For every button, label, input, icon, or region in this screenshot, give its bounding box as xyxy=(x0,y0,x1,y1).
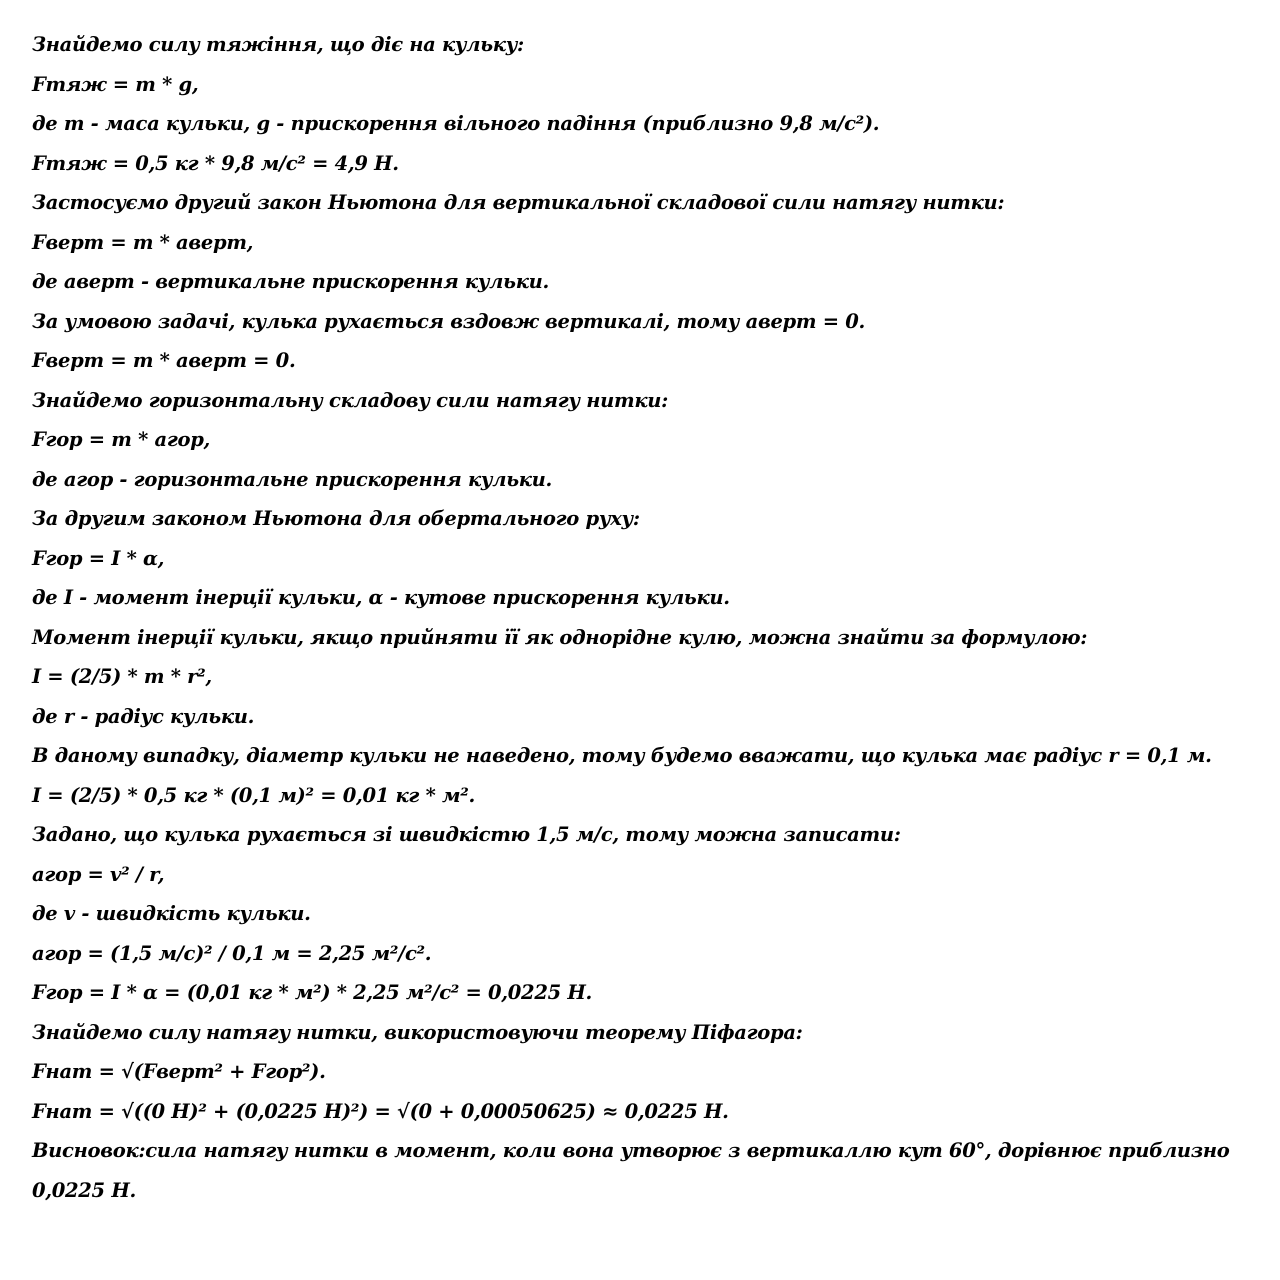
text-line: Fтяж = m * g, xyxy=(32,72,199,96)
text-line: Fгор = I * α, xyxy=(32,546,165,570)
text-line: де агор - горизонтальне прискорення кульки. xyxy=(32,467,553,491)
text-line: Fгор = I * α = (0,01 кг * м²) * 2,25 м²/с² = 0,0225 Н. xyxy=(32,981,592,1004)
text-line: Задано, що кулька рухається зі швидкістю 1,5 м/с, тому можна записати: xyxy=(32,823,901,846)
text-line: де v - швидкість кульки. xyxy=(32,902,311,925)
text-line: За другим законом Ньютона для обертального руху: xyxy=(32,507,640,530)
text-line: Fнат = √(Fверт² + Fгор²). xyxy=(32,1060,326,1083)
text-line: Fверт = m * аверт = 0. xyxy=(32,349,296,372)
text-line: Fнат = √((0 Н)² + (0,0225 Н)²) = √(0 + 0,00050625) ≈ 0,0225 Н. xyxy=(32,1099,729,1123)
text-line: Fгор = m * агор, xyxy=(32,428,211,451)
text-line: 0,0225 Н. xyxy=(32,1178,136,1202)
text-line: Знайдемо силу натягу нитки, використовуючи теорему Піфагора: xyxy=(32,1020,803,1044)
text-line: Момент інерції кульки, якщо прийняти її як однорідне кулю, можна знайти за формулою: xyxy=(32,625,1088,649)
text-line: Fтяж = 0,5 кг * 9,8 м/с² = 4,9 Н. xyxy=(32,151,399,175)
text-line: Висновок:сила натягу нитки в момент, коли вона утворює з вертикаллю кут 60°, дорівнює приблизно xyxy=(32,1139,1230,1162)
text-line: I = (2/5) * 0,5 кг * (0,1 м)² = 0,01 кг * м². xyxy=(32,783,475,807)
text-line: I = (2/5) * m * r², xyxy=(32,665,212,688)
text-line: агор = v² / r, xyxy=(32,862,165,886)
text-line: де I - момент інерції кульки, α - кутове прискорення кульки. xyxy=(32,586,730,609)
text-line: де m - маса кульки, g - прискорення вільного падіння (приблизно 9,8 м/с²). xyxy=(32,112,880,135)
text-line: Знайдемо силу тяжіння, що діє на кульку: xyxy=(32,33,524,56)
solution-document xyxy=(32,25,1248,1210)
text-line: В даному випадку, діаметр кульки не наведено, тому будемо вважати, що кулька має радіус r = 0,1 м. xyxy=(32,744,1212,767)
text-line: де аверт - вертикальне прискорення кульки. xyxy=(32,270,549,293)
text-line: агор = (1,5 м/с)² / 0,1 м = 2,25 м²/с². xyxy=(32,941,432,965)
text-line: Знайдемо горизонтальну складову сили натягу нитки: xyxy=(32,388,669,412)
text-line: Застосуємо другий закон Ньютона для вертикальної складової сили натягу нитки: xyxy=(32,191,1005,214)
text-line: Fверт = m * аверт, xyxy=(32,230,254,254)
text-line: За умовою задачі, кулька рухається вздовж вертикалі, тому аверт = 0. xyxy=(32,309,865,333)
text-line: де r - радіус кульки. xyxy=(32,704,255,728)
